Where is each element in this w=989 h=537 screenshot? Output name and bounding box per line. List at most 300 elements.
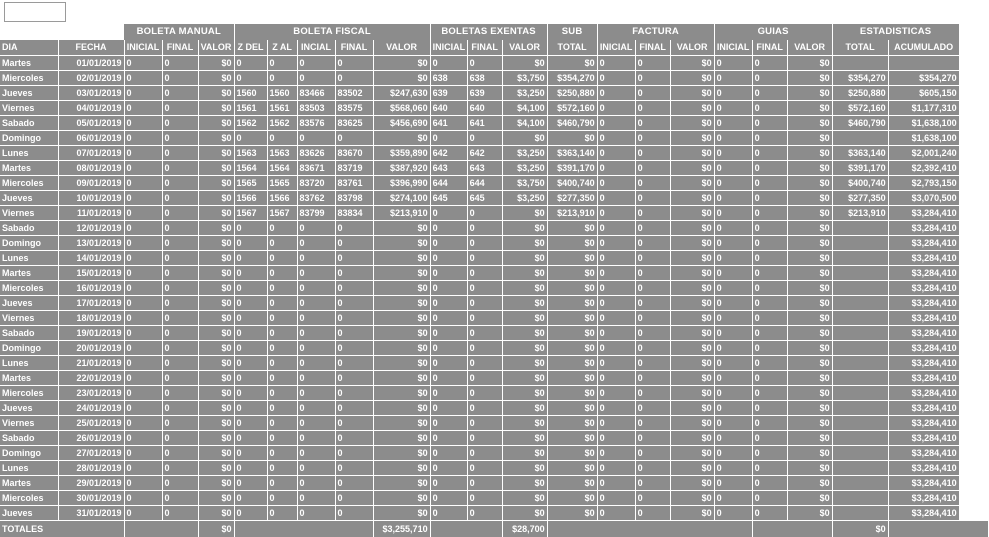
cell-r29-c5[interactable]: 0 <box>234 491 267 506</box>
cell-r14-c10[interactable]: 0 <box>430 266 467 281</box>
cell-r0-c10[interactable]: 0 <box>430 56 467 71</box>
cell-r11-c9[interactable]: $0 <box>373 221 430 236</box>
cell-r29-c0[interactable]: Miercoles <box>0 491 58 506</box>
cell-r3-c11[interactable]: 640 <box>467 101 502 116</box>
cell-r10-c4[interactable]: $0 <box>198 206 234 221</box>
cell-r3-c17[interactable]: 0 <box>714 101 752 116</box>
cell-r20-c8[interactable]: 0 <box>335 356 373 371</box>
cell-r23-c12[interactable]: $0 <box>502 401 547 416</box>
cell-r23-c4[interactable]: $0 <box>198 401 234 416</box>
cell-r15-c3[interactable]: 0 <box>162 281 198 296</box>
cell-r22-c0[interactable]: Miercoles <box>0 386 58 401</box>
cell-r18-c12[interactable]: $0 <box>502 326 547 341</box>
cell-r3-c6[interactable]: 1561 <box>267 101 297 116</box>
cell-r7-c6[interactable]: 1564 <box>267 161 297 176</box>
cell-r27-c17[interactable]: 0 <box>714 461 752 476</box>
cell-r11-c19[interactable]: $0 <box>787 221 832 236</box>
cell-r30-c17[interactable]: 0 <box>714 506 752 521</box>
cell-r29-c7[interactable]: 0 <box>297 491 335 506</box>
cell-r18-c2[interactable]: 0 <box>124 326 162 341</box>
cell-r2-c21[interactable]: $605,150 <box>888 86 959 101</box>
cell-r3-c8[interactable]: 83575 <box>335 101 373 116</box>
cell-r20-c6[interactable]: 0 <box>267 356 297 371</box>
cell-r2-c2[interactable]: 0 <box>124 86 162 101</box>
cell-r9-c17[interactable]: 0 <box>714 191 752 206</box>
cell-r27-c13[interactable]: $0 <box>547 461 597 476</box>
col-header-be-inicial[interactable]: INICIAL <box>430 40 467 56</box>
cell-r24-c3[interactable]: 0 <box>162 416 198 431</box>
cell-r10-c18[interactable]: 0 <box>752 206 787 221</box>
cell-r30-c12[interactable]: $0 <box>502 506 547 521</box>
cell-r12-c19[interactable]: $0 <box>787 236 832 251</box>
cell-r24-c21[interactable]: $3,284,410 <box>888 416 959 431</box>
cell-r0-c16[interactable]: $0 <box>670 56 714 71</box>
cell-r14-c18[interactable]: 0 <box>752 266 787 281</box>
cell-r11-c21[interactable]: $3,284,410 <box>888 221 959 236</box>
cell-r16-c10[interactable]: 0 <box>430 296 467 311</box>
cell-r25-c20[interactable] <box>832 431 888 446</box>
cell-r24-c16[interactable]: $0 <box>670 416 714 431</box>
cell-r8-c6[interactable]: 1565 <box>267 176 297 191</box>
cell-r6-c20[interactable]: $363,140 <box>832 146 888 161</box>
cell-r23-c17[interactable]: 0 <box>714 401 752 416</box>
cell-r5-c9[interactable]: $0 <box>373 131 430 146</box>
col-header-bf-zdel[interactable]: Z DEL <box>234 40 267 56</box>
cell-r28-c12[interactable]: $0 <box>502 476 547 491</box>
cell-r3-c18[interactable]: 0 <box>752 101 787 116</box>
cell-r18-c19[interactable]: $0 <box>787 326 832 341</box>
cell-r11-c15[interactable]: 0 <box>635 221 670 236</box>
cell-r17-c21[interactable]: $3,284,410 <box>888 311 959 326</box>
cell-r28-c5[interactable]: 0 <box>234 476 267 491</box>
cell-r9-c15[interactable]: 0 <box>635 191 670 206</box>
cell-r10-c12[interactable]: $0 <box>502 206 547 221</box>
cell-r4-c13[interactable]: $460,790 <box>547 116 597 131</box>
cell-r12-c15[interactable]: 0 <box>635 236 670 251</box>
cell-r9-c0[interactable]: Jueves <box>0 191 58 206</box>
cell-r13-c8[interactable]: 0 <box>335 251 373 266</box>
cell-r5-c16[interactable]: $0 <box>670 131 714 146</box>
cell-r1-c16[interactable]: $0 <box>670 71 714 86</box>
cell-r17-c0[interactable]: Viernes <box>0 311 58 326</box>
cell-r9-c13[interactable]: $277,350 <box>547 191 597 206</box>
cell-r29-c14[interactable]: 0 <box>597 491 635 506</box>
cell-r5-c17[interactable]: 0 <box>714 131 752 146</box>
cell-r27-c2[interactable]: 0 <box>124 461 162 476</box>
cell-r1-c0[interactable]: Miercoles <box>0 71 58 86</box>
cell-r29-c17[interactable]: 0 <box>714 491 752 506</box>
cell-r15-c15[interactable]: 0 <box>635 281 670 296</box>
cell-r19-c21[interactable]: $3,284,410 <box>888 341 959 356</box>
cell-r16-c17[interactable]: 0 <box>714 296 752 311</box>
cell-r23-c11[interactable]: 0 <box>467 401 502 416</box>
cell-r22-c3[interactable]: 0 <box>162 386 198 401</box>
cell-r0-c19[interactable]: $0 <box>787 56 832 71</box>
cell-r1-c10[interactable]: 638 <box>430 71 467 86</box>
cell-r17-c5[interactable]: 0 <box>234 311 267 326</box>
cell-r23-c15[interactable]: 0 <box>635 401 670 416</box>
cell-r0-c5[interactable]: 0 <box>234 56 267 71</box>
cell-r19-c4[interactable]: $0 <box>198 341 234 356</box>
cell-r4-c0[interactable]: Sabado <box>0 116 58 131</box>
cell-r16-c12[interactable]: $0 <box>502 296 547 311</box>
cell-r21-c8[interactable]: 0 <box>335 371 373 386</box>
cell-r6-c4[interactable]: $0 <box>198 146 234 161</box>
cell-r29-c1[interactable]: 30/01/2019 <box>58 491 124 506</box>
cell-r15-c16[interactable]: $0 <box>670 281 714 296</box>
cell-r19-c5[interactable]: 0 <box>234 341 267 356</box>
cell-r14-c0[interactable]: Martes <box>0 266 58 281</box>
cell-r13-c9[interactable]: $0 <box>373 251 430 266</box>
cell-r23-c3[interactable]: 0 <box>162 401 198 416</box>
cell-r21-c19[interactable]: $0 <box>787 371 832 386</box>
cell-r6-c16[interactable]: $0 <box>670 146 714 161</box>
cell-r22-c11[interactable]: 0 <box>467 386 502 401</box>
cell-r7-c12[interactable]: $3,250 <box>502 161 547 176</box>
cell-r20-c20[interactable] <box>832 356 888 371</box>
cell-r29-c6[interactable]: 0 <box>267 491 297 506</box>
cell-r0-c17[interactable]: 0 <box>714 56 752 71</box>
cell-r28-c20[interactable] <box>832 476 888 491</box>
cell-r18-c6[interactable]: 0 <box>267 326 297 341</box>
cell-r14-c3[interactable]: 0 <box>162 266 198 281</box>
cell-r10-c19[interactable]: $0 <box>787 206 832 221</box>
cell-r28-c3[interactable]: 0 <box>162 476 198 491</box>
cell-r15-c4[interactable]: $0 <box>198 281 234 296</box>
cell-r24-c0[interactable]: Viernes <box>0 416 58 431</box>
cell-r29-c16[interactable]: $0 <box>670 491 714 506</box>
cell-r15-c17[interactable]: 0 <box>714 281 752 296</box>
cell-r8-c3[interactable]: 0 <box>162 176 198 191</box>
cell-r21-c17[interactable]: 0 <box>714 371 752 386</box>
cell-r20-c11[interactable]: 0 <box>467 356 502 371</box>
cell-r2-c5[interactable]: 1560 <box>234 86 267 101</box>
cell-r27-c1[interactable]: 28/01/2019 <box>58 461 124 476</box>
cell-r8-c4[interactable]: $0 <box>198 176 234 191</box>
cell-r9-c16[interactable]: $0 <box>670 191 714 206</box>
cell-r23-c19[interactable]: $0 <box>787 401 832 416</box>
cell-r15-c10[interactable]: 0 <box>430 281 467 296</box>
cell-r16-c13[interactable]: $0 <box>547 296 597 311</box>
cell-r29-c11[interactable]: 0 <box>467 491 502 506</box>
cell-r22-c6[interactable]: 0 <box>267 386 297 401</box>
cell-r1-c6[interactable]: 0 <box>267 71 297 86</box>
cell-r25-c3[interactable]: 0 <box>162 431 198 446</box>
cell-r2-c16[interactable]: $0 <box>670 86 714 101</box>
cell-r13-c4[interactable]: $0 <box>198 251 234 266</box>
cell-r21-c4[interactable]: $0 <box>198 371 234 386</box>
cell-r6-c1[interactable]: 07/01/2019 <box>58 146 124 161</box>
cell-r25-c12[interactable]: $0 <box>502 431 547 446</box>
cell-r28-c14[interactable]: 0 <box>597 476 635 491</box>
cell-r7-c0[interactable]: Martes <box>0 161 58 176</box>
cell-r29-c15[interactable]: 0 <box>635 491 670 506</box>
cell-r1-c17[interactable]: 0 <box>714 71 752 86</box>
cell-r29-c12[interactable]: $0 <box>502 491 547 506</box>
cell-r30-c10[interactable]: 0 <box>430 506 467 521</box>
cell-r1-c8[interactable]: 0 <box>335 71 373 86</box>
cell-r21-c7[interactable]: 0 <box>297 371 335 386</box>
cell-r12-c16[interactable]: $0 <box>670 236 714 251</box>
cell-r28-c21[interactable]: $3,284,410 <box>888 476 959 491</box>
cell-r17-c1[interactable]: 18/01/2019 <box>58 311 124 326</box>
cell-r10-c15[interactable]: 0 <box>635 206 670 221</box>
cell-r26-c17[interactable]: 0 <box>714 446 752 461</box>
cell-r4-c3[interactable]: 0 <box>162 116 198 131</box>
cell-r20-c18[interactable]: 0 <box>752 356 787 371</box>
cell-r8-c5[interactable]: 1565 <box>234 176 267 191</box>
cell-r18-c3[interactable]: 0 <box>162 326 198 341</box>
cell-r21-c10[interactable]: 0 <box>430 371 467 386</box>
cell-r13-c7[interactable]: 0 <box>297 251 335 266</box>
cell-r30-c1[interactable]: 31/01/2019 <box>58 506 124 521</box>
cell-r0-c9[interactable]: $0 <box>373 56 430 71</box>
cell-r25-c4[interactable]: $0 <box>198 431 234 446</box>
cell-r21-c11[interactable]: 0 <box>467 371 502 386</box>
cell-r16-c4[interactable]: $0 <box>198 296 234 311</box>
cell-r27-c19[interactable]: $0 <box>787 461 832 476</box>
cell-r28-c19[interactable]: $0 <box>787 476 832 491</box>
cell-r2-c0[interactable]: Jueves <box>0 86 58 101</box>
cell-r18-c20[interactable] <box>832 326 888 341</box>
cell-r7-c1[interactable]: 08/01/2019 <box>58 161 124 176</box>
cell-r14-c14[interactable]: 0 <box>597 266 635 281</box>
cell-r17-c12[interactable]: $0 <box>502 311 547 326</box>
cell-r1-c12[interactable]: $3,750 <box>502 71 547 86</box>
cell-r1-c2[interactable]: 0 <box>124 71 162 86</box>
cell-r23-c10[interactable]: 0 <box>430 401 467 416</box>
cell-r3-c19[interactable]: $0 <box>787 101 832 116</box>
cell-r17-c16[interactable]: $0 <box>670 311 714 326</box>
cell-r0-c15[interactable]: 0 <box>635 56 670 71</box>
cell-r12-c12[interactable]: $0 <box>502 236 547 251</box>
cell-r25-c19[interactable]: $0 <box>787 431 832 446</box>
cell-r7-c4[interactable]: $0 <box>198 161 234 176</box>
cell-r27-c10[interactable]: 0 <box>430 461 467 476</box>
cell-r17-c15[interactable]: 0 <box>635 311 670 326</box>
cell-r24-c12[interactable]: $0 <box>502 416 547 431</box>
cell-r24-c9[interactable]: $0 <box>373 416 430 431</box>
cell-r22-c18[interactable]: 0 <box>752 386 787 401</box>
cell-r26-c18[interactable]: 0 <box>752 446 787 461</box>
cell-r20-c2[interactable]: 0 <box>124 356 162 371</box>
cell-r28-c15[interactable]: 0 <box>635 476 670 491</box>
cell-r8-c10[interactable]: 644 <box>430 176 467 191</box>
cell-r27-c15[interactable]: 0 <box>635 461 670 476</box>
cell-r26-c9[interactable]: $0 <box>373 446 430 461</box>
cell-r13-c5[interactable]: 0 <box>234 251 267 266</box>
cell-r7-c14[interactable]: 0 <box>597 161 635 176</box>
cell-r11-c12[interactable]: $0 <box>502 221 547 236</box>
cell-r25-c10[interactable]: 0 <box>430 431 467 446</box>
cell-r5-c11[interactable]: 0 <box>467 131 502 146</box>
cell-r1-c18[interactable]: 0 <box>752 71 787 86</box>
cell-r15-c18[interactable]: 0 <box>752 281 787 296</box>
cell-r8-c18[interactable]: 0 <box>752 176 787 191</box>
cell-r23-c9[interactable]: $0 <box>373 401 430 416</box>
cell-r27-c18[interactable]: 0 <box>752 461 787 476</box>
cell-r0-c8[interactable]: 0 <box>335 56 373 71</box>
cell-r6-c0[interactable]: Lunes <box>0 146 58 161</box>
cell-r8-c8[interactable]: 83761 <box>335 176 373 191</box>
cell-r22-c13[interactable]: $0 <box>547 386 597 401</box>
cell-r26-c3[interactable]: 0 <box>162 446 198 461</box>
cell-r19-c12[interactable]: $0 <box>502 341 547 356</box>
cell-r2-c18[interactable]: 0 <box>752 86 787 101</box>
cell-r24-c5[interactable]: 0 <box>234 416 267 431</box>
cell-r13-c21[interactable]: $3,284,410 <box>888 251 959 266</box>
cell-r17-c14[interactable]: 0 <box>597 311 635 326</box>
cell-r19-c13[interactable]: $0 <box>547 341 597 356</box>
cell-r17-c18[interactable]: 0 <box>752 311 787 326</box>
cell-r22-c15[interactable]: 0 <box>635 386 670 401</box>
cell-r28-c18[interactable]: 0 <box>752 476 787 491</box>
cell-r10-c10[interactable]: 0 <box>430 206 467 221</box>
cell-r12-c10[interactable]: 0 <box>430 236 467 251</box>
cell-r26-c6[interactable]: 0 <box>267 446 297 461</box>
cell-r20-c5[interactable]: 0 <box>234 356 267 371</box>
col-header-gui-inicial[interactable]: INICIAL <box>714 40 752 56</box>
cell-r27-c3[interactable]: 0 <box>162 461 198 476</box>
cell-r14-c7[interactable]: 0 <box>297 266 335 281</box>
cell-r5-c10[interactable]: 0 <box>430 131 467 146</box>
cell-r24-c18[interactable]: 0 <box>752 416 787 431</box>
cell-r3-c13[interactable]: $572,160 <box>547 101 597 116</box>
cell-r16-c11[interactable]: 0 <box>467 296 502 311</box>
cell-r18-c18[interactable]: 0 <box>752 326 787 341</box>
cell-r4-c11[interactable]: 641 <box>467 116 502 131</box>
cell-r10-c0[interactable]: Viernes <box>0 206 58 221</box>
cell-r12-c21[interactable]: $3,284,410 <box>888 236 959 251</box>
cell-r6-c12[interactable]: $3,250 <box>502 146 547 161</box>
cell-r4-c17[interactable]: 0 <box>714 116 752 131</box>
cell-r1-c9[interactable]: $0 <box>373 71 430 86</box>
cell-r2-c19[interactable]: $0 <box>787 86 832 101</box>
cell-r1-c14[interactable]: 0 <box>597 71 635 86</box>
cell-r9-c21[interactable]: $3,070,500 <box>888 191 959 206</box>
cell-r22-c2[interactable]: 0 <box>124 386 162 401</box>
cell-r26-c0[interactable]: Domingo <box>0 446 58 461</box>
cell-r0-c3[interactable]: 0 <box>162 56 198 71</box>
cell-r16-c2[interactable]: 0 <box>124 296 162 311</box>
cell-r2-c10[interactable]: 639 <box>430 86 467 101</box>
cell-r6-c7[interactable]: 83626 <box>297 146 335 161</box>
cell-r5-c5[interactable]: 0 <box>234 131 267 146</box>
cell-r3-c3[interactable]: 0 <box>162 101 198 116</box>
cell-r6-c19[interactable]: $0 <box>787 146 832 161</box>
cell-r12-c1[interactable]: 13/01/2019 <box>58 236 124 251</box>
col-header-be-final[interactable]: FINAL <box>467 40 502 56</box>
cell-r25-c5[interactable]: 0 <box>234 431 267 446</box>
cell-r19-c20[interactable] <box>832 341 888 356</box>
cell-r27-c20[interactable] <box>832 461 888 476</box>
col-header-bf-zal[interactable]: Z AL <box>267 40 297 56</box>
cell-r30-c7[interactable]: 0 <box>297 506 335 521</box>
cell-r16-c7[interactable]: 0 <box>297 296 335 311</box>
cell-r24-c6[interactable]: 0 <box>267 416 297 431</box>
cell-r0-c12[interactable]: $0 <box>502 56 547 71</box>
cell-r24-c1[interactable]: 25/01/2019 <box>58 416 124 431</box>
cell-r30-c9[interactable]: $0 <box>373 506 430 521</box>
cell-r26-c4[interactable]: $0 <box>198 446 234 461</box>
name-box-input[interactable] <box>4 2 66 22</box>
cell-r22-c10[interactable]: 0 <box>430 386 467 401</box>
cell-r12-c17[interactable]: 0 <box>714 236 752 251</box>
cell-r26-c12[interactable]: $0 <box>502 446 547 461</box>
cell-r23-c2[interactable]: 0 <box>124 401 162 416</box>
col-header-fecha[interactable]: FECHA <box>58 40 124 56</box>
cell-r7-c20[interactable]: $391,170 <box>832 161 888 176</box>
cell-r9-c9[interactable]: $274,100 <box>373 191 430 206</box>
col-header-gui-final[interactable]: FINAL <box>752 40 787 56</box>
cell-r20-c7[interactable]: 0 <box>297 356 335 371</box>
cell-r0-c4[interactable]: $0 <box>198 56 234 71</box>
cell-r24-c10[interactable]: 0 <box>430 416 467 431</box>
cell-r25-c16[interactable]: $0 <box>670 431 714 446</box>
cell-r3-c12[interactable]: $4,100 <box>502 101 547 116</box>
cell-r13-c17[interactable]: 0 <box>714 251 752 266</box>
cell-r10-c1[interactable]: 11/01/2019 <box>58 206 124 221</box>
cell-r14-c19[interactable]: $0 <box>787 266 832 281</box>
cell-r5-c2[interactable]: 0 <box>124 131 162 146</box>
cell-r26-c11[interactable]: 0 <box>467 446 502 461</box>
cell-r19-c14[interactable]: 0 <box>597 341 635 356</box>
cell-r0-c18[interactable]: 0 <box>752 56 787 71</box>
cell-r0-c20[interactable] <box>832 56 888 71</box>
cell-r15-c14[interactable]: 0 <box>597 281 635 296</box>
cell-r27-c11[interactable]: 0 <box>467 461 502 476</box>
cell-r3-c21[interactable]: $1,177,310 <box>888 101 959 116</box>
cell-r15-c13[interactable]: $0 <box>547 281 597 296</box>
col-header-be-valor[interactable]: VALOR <box>502 40 547 56</box>
cell-r6-c21[interactable]: $2,001,240 <box>888 146 959 161</box>
cell-r13-c18[interactable]: 0 <box>752 251 787 266</box>
cell-r19-c17[interactable]: 0 <box>714 341 752 356</box>
cell-r23-c14[interactable]: 0 <box>597 401 635 416</box>
cell-r25-c21[interactable]: $3,284,410 <box>888 431 959 446</box>
cell-r5-c6[interactable]: 0 <box>267 131 297 146</box>
cell-r30-c19[interactable]: $0 <box>787 506 832 521</box>
cell-r7-c7[interactable]: 83671 <box>297 161 335 176</box>
cell-r12-c7[interactable]: 0 <box>297 236 335 251</box>
cell-r25-c14[interactable]: 0 <box>597 431 635 446</box>
cell-r2-c3[interactable]: 0 <box>162 86 198 101</box>
cell-r28-c8[interactable]: 0 <box>335 476 373 491</box>
cell-r5-c7[interactable]: 0 <box>297 131 335 146</box>
cell-r29-c20[interactable] <box>832 491 888 506</box>
cell-r26-c19[interactable]: $0 <box>787 446 832 461</box>
cell-r14-c9[interactable]: $0 <box>373 266 430 281</box>
cell-r22-c16[interactable]: $0 <box>670 386 714 401</box>
cell-r15-c12[interactable]: $0 <box>502 281 547 296</box>
cell-r19-c9[interactable]: $0 <box>373 341 430 356</box>
cell-r2-c20[interactable]: $250,880 <box>832 86 888 101</box>
cell-r4-c2[interactable]: 0 <box>124 116 162 131</box>
cell-r2-c11[interactable]: 639 <box>467 86 502 101</box>
cell-r10-c13[interactable]: $213,910 <box>547 206 597 221</box>
cell-r18-c8[interactable]: 0 <box>335 326 373 341</box>
col-header-bf-valor[interactable]: VALOR <box>373 40 430 56</box>
cell-r26-c16[interactable]: $0 <box>670 446 714 461</box>
cell-r7-c19[interactable]: $0 <box>787 161 832 176</box>
cell-r16-c3[interactable]: 0 <box>162 296 198 311</box>
cell-r9-c3[interactable]: 0 <box>162 191 198 206</box>
cell-r12-c9[interactable]: $0 <box>373 236 430 251</box>
cell-r16-c20[interactable] <box>832 296 888 311</box>
cell-r30-c0[interactable]: Jueves <box>0 506 58 521</box>
cell-r1-c7[interactable]: 0 <box>297 71 335 86</box>
cell-r5-c15[interactable]: 0 <box>635 131 670 146</box>
